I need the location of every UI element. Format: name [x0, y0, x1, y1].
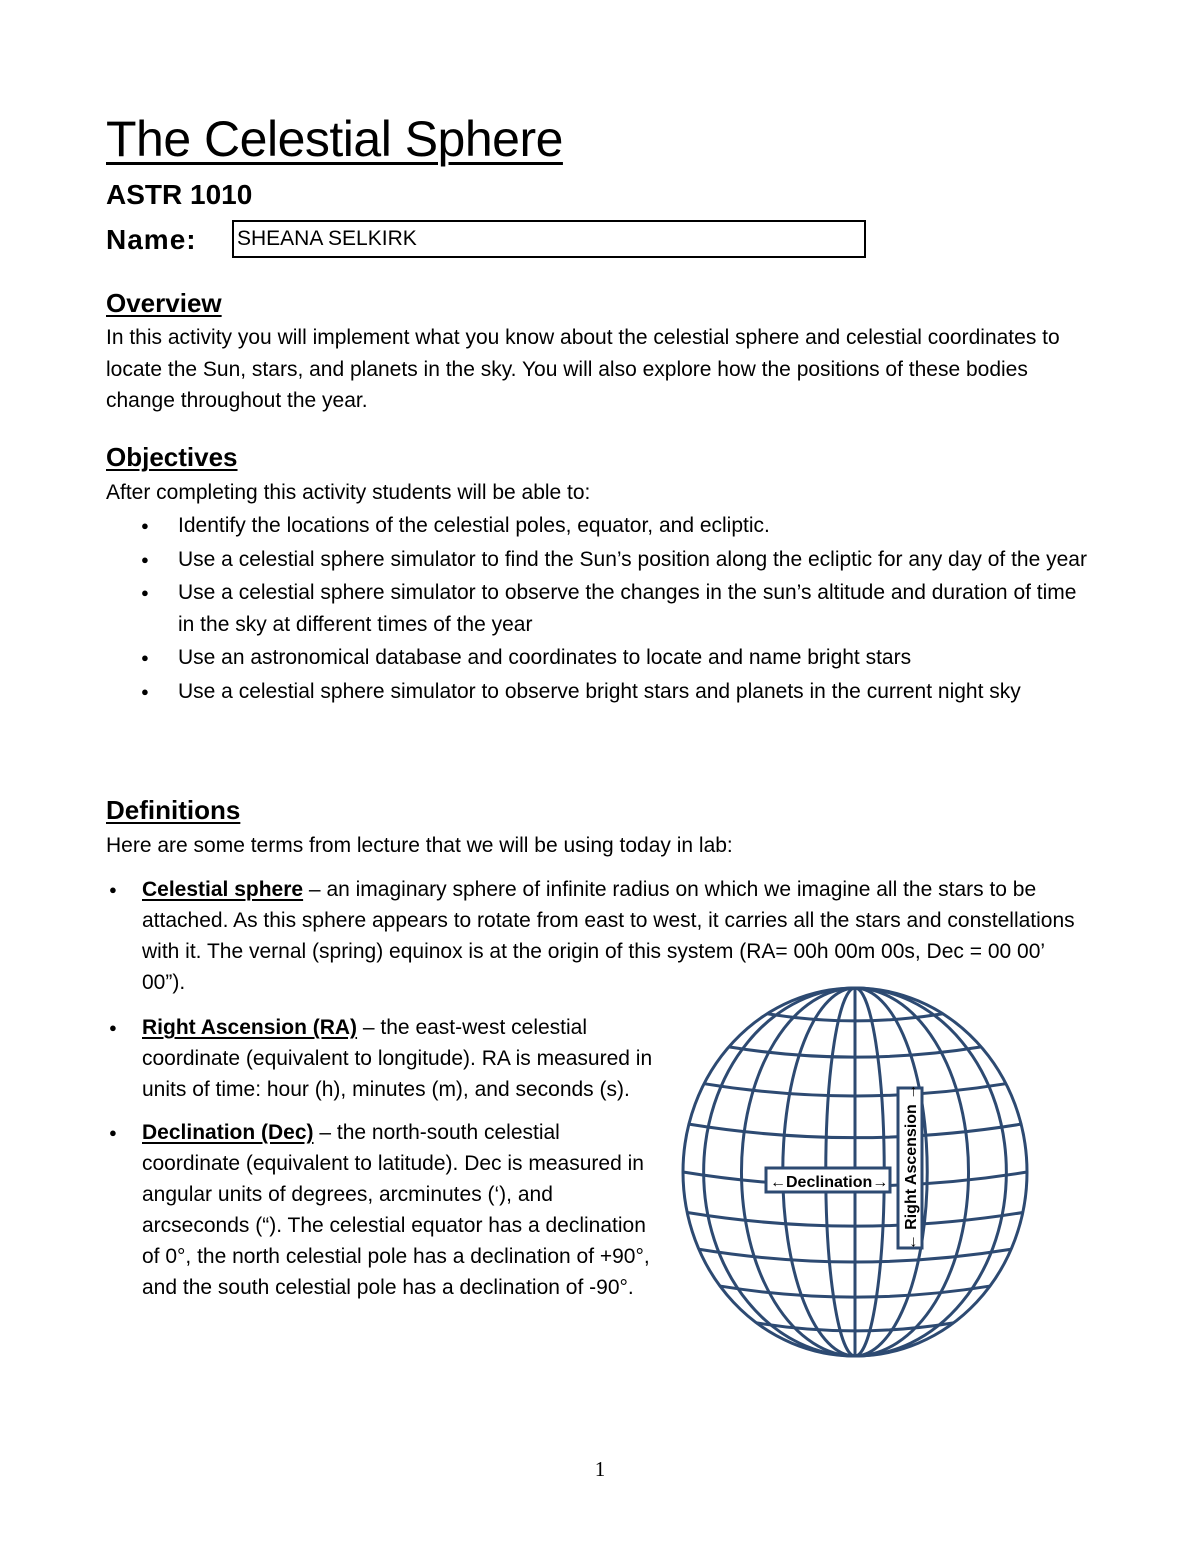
definition-text: – an imaginary sphere of infinite radius on which we imagine all the stars to be attached. As this sphere appears to rotate from east to west, it carries all the stars and constellations with it. The vernal (spring) equinox is at the origin of this system (RA= 00h 00m 00s, Dec = 00 00’ 00”). [142, 878, 1075, 994]
page-title: The Celestial Sphere [106, 111, 563, 167]
declination-label: ←Declination→ [770, 1174, 889, 1191]
definition-right-ascension [106, 1012, 662, 1105]
definition-text: – the north-south celestial coordinate (equivalent to latitude). Dec is measured in angular units of degrees, arcminutes (‘), and arcseconds (“). The celestial equator has a declination of 0°, the north celestial pole has a declination of +90°, and the south celestial pole has a declination of -90°. [142, 1121, 650, 1299]
definition-list-narrow [106, 1012, 662, 1315]
objective-item: ● Identify the locations of the celestial poles, equator, and ecliptic. [106, 510, 1096, 542]
objective-item: ● Use a celestial sphere simulator to find the Sun’s position along the ecliptic for any day of the year [106, 544, 1096, 576]
definition-declination [106, 1117, 662, 1303]
objectives-list [106, 510, 1096, 709]
objective-item: ● Use an astronomical database and coordinates to locate and name bright stars [106, 642, 1096, 674]
definitions-heading: Definitions [106, 795, 241, 825]
objective-item: ● Use a celestial sphere simulator to observe bright stars and planets in the current night sky [106, 676, 1096, 708]
page-number: 1 [594, 1457, 606, 1481]
term-celestial-sphere: Celestial sphere [142, 878, 304, 901]
name-label: Name: [106, 224, 197, 255]
term-declination: Declination (Dec) [142, 1121, 314, 1144]
term-right-ascension: Right Ascension (RA) [142, 1016, 358, 1039]
definitions-intro: Here are some terms from lecture that we will be using today in lab: [106, 834, 733, 857]
overview-text: In this activity you will implement what you know about the celestial sphere and celestial coordinates to locate the Sun, stars, and planets in the sky. You will also explore how the positions of these bodies change throughout the year. [106, 326, 1060, 412]
overview-heading: Overview [106, 288, 222, 318]
right-ascension-label: ← Right Ascension → [903, 1083, 920, 1251]
name-field[interactable] [232, 220, 866, 258]
course-code: ASTR 1010 [106, 179, 253, 210]
objective-item: ● Use a celestial sphere simulator to observe the changes in the sun’s altitude and duration of time in the sky at different times of the year [106, 577, 1096, 640]
definition-text: – the east-west celestial coordinate (equivalent to longitude). RA is measured in units of time: hour (h), minutes (m), and seconds (s). [142, 1016, 653, 1101]
celestial-sphere-figure [672, 980, 1052, 1365]
objectives-heading: Objectives [106, 442, 238, 472]
objectives-intro: After completing this activity students will be able to: [106, 481, 591, 504]
